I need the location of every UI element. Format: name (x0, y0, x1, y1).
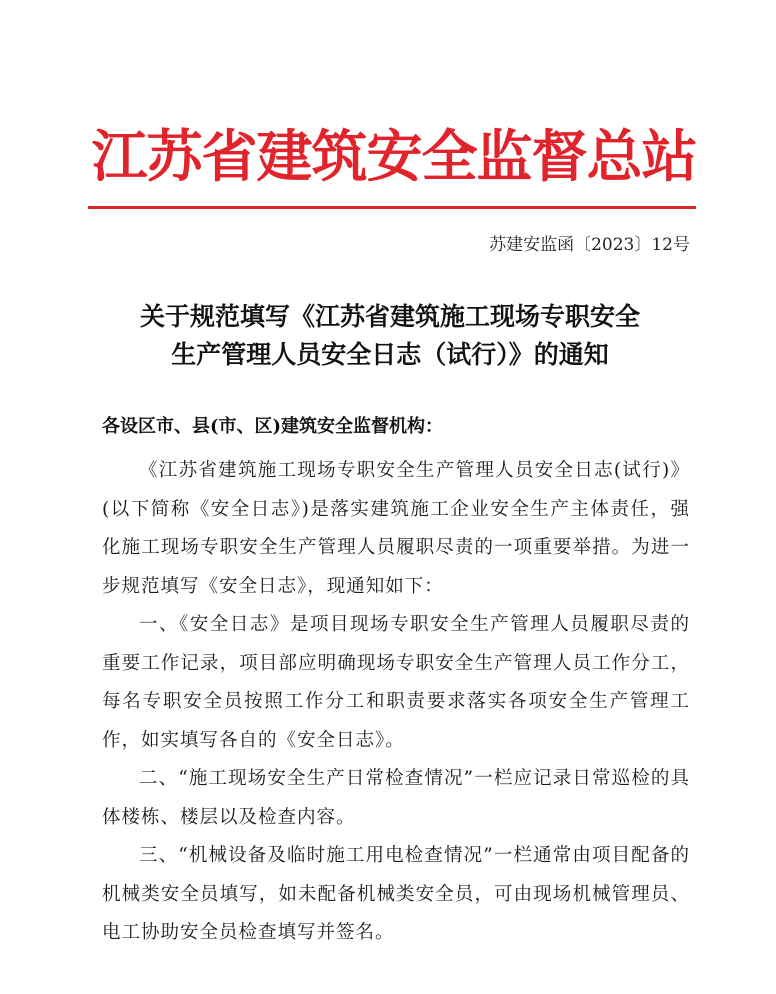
title-line-1: 关于规范填写《江苏省建筑施工现场专职安全 (139, 302, 640, 331)
body-paragraph-item-2: 二、“施工现场安全生产日常检查情况”一栏应记录日常巡检的具体楼栋、楼层以及检查内容。 (102, 768, 690, 828)
document-title (80, 298, 700, 374)
letterhead-org-name: 江苏省建筑安全监督总站 (91, 124, 697, 190)
document-number: 苏建安监函〔2023〕12号 (489, 235, 690, 255)
title-line-2: 生产管理人员安全日志（试行）》的通知 (171, 340, 609, 369)
body-paragraph-item-3: 三、“机械设备及临时施工用电检查情况”一栏通常由项目配备的机械类安全员填写，如未配备机械类安全员，可由现场机械管理员、电工协助安全员检查填写并签名。 (102, 845, 690, 943)
document-body (102, 452, 690, 953)
salutation: 各设区市、县(市、区)建筑安全监督机构： (102, 416, 444, 437)
body-paragraph-intro: 《江苏省建筑施工现场专职安全生产管理人员安全日志(试行)》(以下简称《安全日志》)是落实建筑施工企业安全生产主体责任，强化施工现场专职安全生产管理人员履职尽责的一项重要举措。为进一步规范填写《安全日志》，现通知如下： (102, 460, 691, 597)
body-paragraph-item-1: 一、《安全日志》是项目现场专职安全生产管理人员履职尽责的重要工作记录，项目部应明确现场专职安全生产管理人员工作分工，每名专职安全员按照工作分工和职责要求落实各项安全生产管理工作，如实填写各自的《安全日志》。 (102, 614, 690, 751)
letterhead-red-rule (88, 206, 696, 209)
